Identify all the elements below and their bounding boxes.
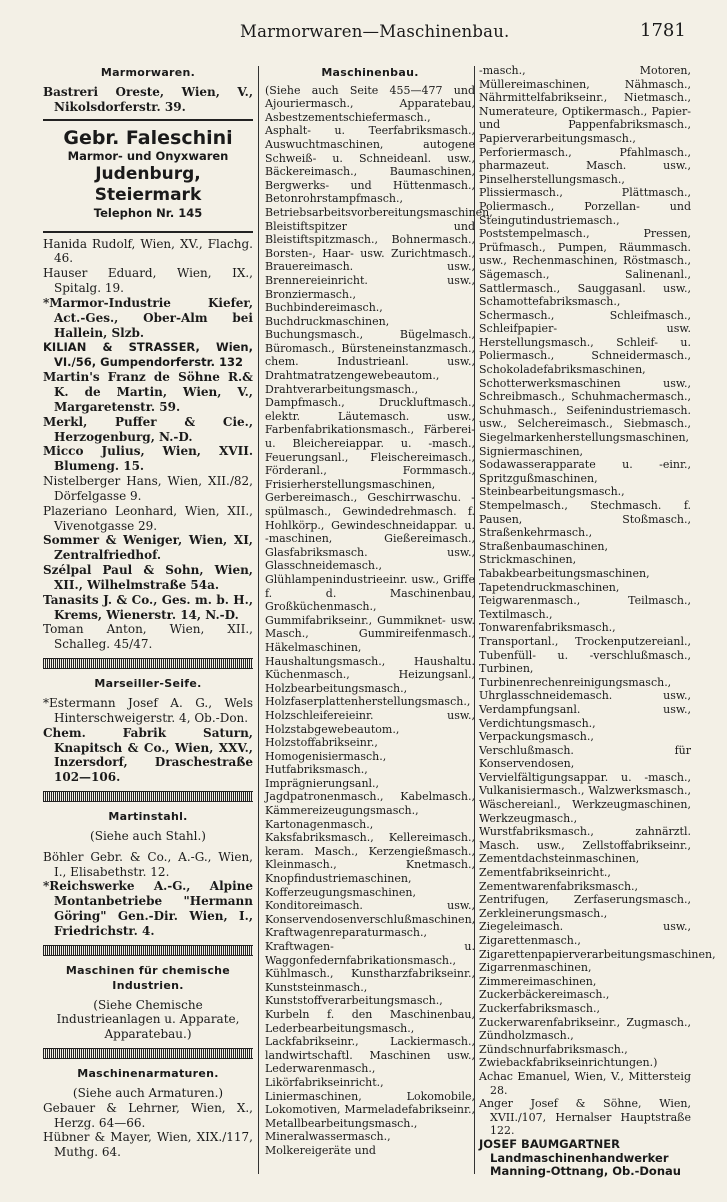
entry: Achac Emanuel, Wien, V., Mittersteig 28.: [479, 1069, 691, 1097]
cross-reference: (Siehe Chemische Industrieanlagen u. Apparate, Apparatebau.): [56, 997, 240, 1042]
cross-reference: (Siehe auch Armaturen.): [72, 1085, 224, 1100]
entry: Hauser Eduard, Wien, IX., Spitalg. 19.: [43, 266, 253, 296]
running-title: Marmorwaren—Maschinenbau.: [240, 22, 510, 41]
section-heading-marmorwaren: Marmorwaren.: [100, 66, 196, 79]
maschinenbau-reference-list-cont: -masch., Motoren, Müllereimaschinen, Nähmasch., Nährmittelfabrikseinr., Nietmasch., Numerateure, Optikermasch., Papier- und Pappenfabriksmasch., Papierverarbeitungsmasch., Perforiermasch., Pfahlmasch., pharmazeut. Masch. usw., Pinselherstellungsmasch., Plissiermasch., Plättmasch., Poliermasch., Porzellan- und Steingutindustriemasch., Poststempelmasch., Pressen, Prüfmasch., Pumpen, Räummasch. usw., Rechenmaschinen, Röstmasch., Sägemasch., Salinenanl., Sattlermasch., Sauggasanl. usw., Schamottefabriksmasch., Schermasch., Schleifmasch., Schleifpapier- usw. Herstellungsmasch., Schleif- u. Poliermasch., Schneidermasch., Schokoladefabriksmaschinen, Schotterwerksmaschinen usw., Schreibmasch., Schuhmachermasch., Schuhmasch., Seifenindustriemasch. usw., Selchereimasch., Siebmasch., Siegelmarkenherstellungsmaschinen, Signiermaschinen, Sodawasserapparate u. -einr., Spritzgußmaschinen, Steinbearbeitungsmasch., Stempelmasch., Stechmasch. f. Pausen, Stoßmasch., Straßenkehrmasch., Straßenbaumaschinen, Strickmaschinen, Tabakbearbeitungsmaschinen, Tapetendruckmaschinen, Teigwarenmasch., Teilmasch., Textilmasch., Tonwarenfabriksmasch., Transportanl., Trockenputzereianl., Tubenfüll- u. -verschlußmasch., Turbinen, Turbinenrechenreinigungsmasch., Uhrglasschneidemasch. usw., Verdampfungsanl. usw., Verdichtungsmasch., Verpackungsmasch., Verschlußmasch. für Konservendosen, Vervielfältigungsappar. u. -masch., Vulkanisiermasch., Walzwerksmasch., Wäschereianl., Werkzeugmaschinen, Werkzeugmasch., Wurstfabriksmasch., zahnärztl. Masch. usw., Zellstoffabrikseinr., Zementdachsteinmaschinen, Zementfabrikseinricht., Zementwarenfabriksmasch., Zentrifugen, Zerfaserungsmasch., Zerkleinerungsmasch., Ziegeleimasch. usw., Zigarettenmasch., Zigarettenpapierverarbeitungsmaschinen, Zigarrenmaschinen, Zimmereimaschinen, Zuckerbäckereimasch., Zuckerfabriksmasch., Zuckerwarenfabrikseinr., Zugmasch., Zündholzmasch., Zündschnurfabriksmasch., Zwiebackfabrikseinrichtungen.): [479, 64, 716, 1070]
advertisement-faleschini: [43, 125, 253, 227]
entry: Anger Josef & Söhne, Wien, XVII./107, Hernalser Hauptstraße 122.: [479, 1097, 691, 1138]
entry: Sommer & Weniger, Wien, XI, Zentralfriedhof.: [43, 533, 253, 563]
ornamental-rule: [43, 1048, 253, 1059]
divider: [43, 231, 253, 233]
entry: Toman Anton, Wien, XII., Schalleg. 45/47.: [43, 622, 253, 652]
entry: Szélpal Paul & Sohn, Wien, XII., Wilhelmstraße 54a.: [43, 563, 253, 592]
entry-kilian: KILIAN & STRASSER, Wien, VI./56, Gumpendorferstr. 132: [43, 340, 253, 370]
ad-products: Marmor- und Onyxwaren: [67, 148, 229, 163]
entry: Tanasits J. & Co., Ges. m. b. H., Krems, Wienerstr. 14, N.-D.: [43, 592, 253, 622]
ad-company-name: Gebr. Faleschini: [63, 126, 233, 149]
entry: *Marmor-Industrie Kiefer, Act.-Ges., Ober-Alm bei Hallein, Slzb.: [43, 295, 253, 340]
entry-baumgartner-name: JOSEF BAUMGARTNER: [479, 1136, 621, 1151]
entry: Gebauer & Lehrner, Wien, X., Herzg. 64—66.: [43, 1100, 253, 1130]
divider: [43, 119, 253, 121]
entry: *Estermann Josef A. G., Wels Hinterschweigerstr. 4, Ob.-Don.: [43, 696, 253, 725]
entry: Böhler Gebr. & Co., A.-G., Wien, I., Elisabethstr. 12.: [43, 849, 253, 879]
section-heading-martinstahl: Martinstahl.: [108, 810, 188, 824]
entry-baumgartner-trade: Landmaschinenhandwerker: [490, 1150, 669, 1165]
entry: Plazeriano Leonhard, Wien, XII., Vivenotgasse 29.: [43, 503, 253, 533]
ad-phone: Telephon Nr. 145: [93, 205, 203, 220]
section-heading-seife: Marseiller-Seife.: [94, 677, 202, 691]
column-left: [43, 64, 253, 1160]
entry-baumgartner-place: Manning-Ottnang, Ob.-Donau: [490, 1164, 681, 1179]
page-number: 1781: [640, 20, 686, 41]
entry: Hübner & Mayer, Wien, XIX./117, Muthg. 64.: [43, 1130, 253, 1160]
maschinenbau-reference-list: (Siehe auch Seite 455—477 und Ajouriermasch., Apparatebau, Asbestzementschiefermasch., Asphalt- u. Teerfabriksmasch., Auswuchtmaschinen, autogene Schweiß- u. Schneideanl. usw., Bäckereimasch., Baumaschinen, Bergwerks- und Hüttenmasch., Betonrohrstampfmasch., Betriebsarbeitsvorbereitungsmaschinen, Bleistiftspitzer und Bleistiftspitzmasch., Bohnermasch., Borsten-, Haar- usw. Zurichtmasch., Brauereimasch. usw., Brennereieinricht. usw., Bronziermasch., Buchbindereimasch., Buchdruckmaschinen, Buchungsmasch., Bügelmasch., Büromasch., Bürsteneinstanzmasch., chem. Industrieanl. usw., Drahtmatratzengewebeautom., Drahtverarbeitungsmasch., Dampfmasch., Druckluftmasch., elektr. Läutemasch. usw., Farbenfabrikationsmasch., Färberei- u. Bleichereiappar. u. -masch., Feuerungsanl., Fleischereimasch., Förderanl., Formmasch., Frisierherstellungsmaschinen, Gerbereimasch., Geschirrwaschu. -spülmasch., Gewindedrehmasch. f. Hohlkörp., Gewindeschneidappar. u. -maschinen, Gießereimasch., Glasfabriksmasch. usw., Glasschneidemasch., Glühlampenindustrieeinr. usw., Griffe f. d. Maschinenbau, Großküchenmasch., Gummifabrikseinr., Gummiknet- usw. Masch., Gummireifenmasch., Häkelmaschinen, Haushaltungsmasch., Haushaltu. Küchenmasch., Heizungsanl., Holzbearbeitungsmasch., Holzfaserplattenherstellungsmasch., Holzschleifereieinr. usw., Holzstabgewebeautom., Holzstoffabrikseinr., Homogenisiermasch., Hutfabriksmasch., Imprägnierungsanl., Jagdpatronenmasch., Kabelmasch., Kämmereizeugungsmasch., Kartonagenmasch., Kaksfabriksmasch., Kellereimasch., keram. Masch., Kerzengießmasch., Kleinmasch., Knetmasch., Knopfindustriemaschinen, Kofferzeugungsmaschinen, Konditoreimasch. usw., Konservendosenverschlußmaschinen, Kraftwagenreparaturmasch., Kraftwagen- u. Waggonfedernfabrikationsmasch., Kühlmasch., Kunstharzfabrikseinr., Kunststeinmasch., Kunststoffverarbeitungsmasch., Kurbeln f. den Maschinenbau, Lederbearbeitungsmasch., Lackfabrikseinr., Lackiermasch., landwirtschaftl. Maschinen usw., Lederwarenmasch., Likörfabrikseinricht., Liniermaschinen, Lokomobile, Lokomotiven, Marmeladefabrikseinr., Metallbearbeitungsmasch., Mineralwassermasch., Molkereigeräte und: [265, 83, 493, 1157]
entry: Merkl, Puffer & Cie., Herzogenburg, N.-D.: [43, 414, 253, 444]
section-heading-armaturen: Maschinenarmaturen.: [77, 1067, 219, 1081]
column-divider: [258, 66, 259, 1174]
entry: Chem. Fabrik Saturn, Knapitsch & Co., Wien, XXV., Inzersdorf, Draschestraße 102—106.: [43, 725, 253, 785]
ornamental-rule: [43, 945, 253, 956]
entry: Martin's Franz de Söhne R.& K. de Martin, Wien, V., Margaretenstr. 59.: [43, 370, 253, 414]
column-middle: [265, 64, 493, 1158]
entry: Nistelberger Hans, Wien, XII./82, Dörfelgasse 9.: [43, 474, 253, 503]
ornamental-rule: [43, 658, 253, 669]
entry: Micco Julius, Wien, XVII. Blumeng. 15.: [43, 444, 253, 474]
ad-city: Judenburg, Steiermark: [94, 163, 202, 205]
column-right: [479, 64, 716, 1179]
entry: Hanida Rudolf, Wien, XV., Flachg. 46.: [43, 236, 253, 266]
section-heading-maschinenbau: Maschinenbau.: [321, 66, 419, 79]
section-heading-chemische: Maschinen für chemische Industrien.: [65, 963, 231, 992]
entry: Bastreri Oreste, Wien, V., Nikolsdorferstr. 39.: [43, 84, 253, 114]
entry: *Reichswerke A.-G., Alpine Montanbetriebe "Hermann Göring" Gen.-Dir. Wien, I., Friedrichstr. 4.: [43, 879, 253, 938]
cross-reference: (Siehe auch Stahl.): [90, 828, 206, 843]
page-header: [0, 18, 727, 48]
ornamental-rule: [43, 791, 253, 802]
